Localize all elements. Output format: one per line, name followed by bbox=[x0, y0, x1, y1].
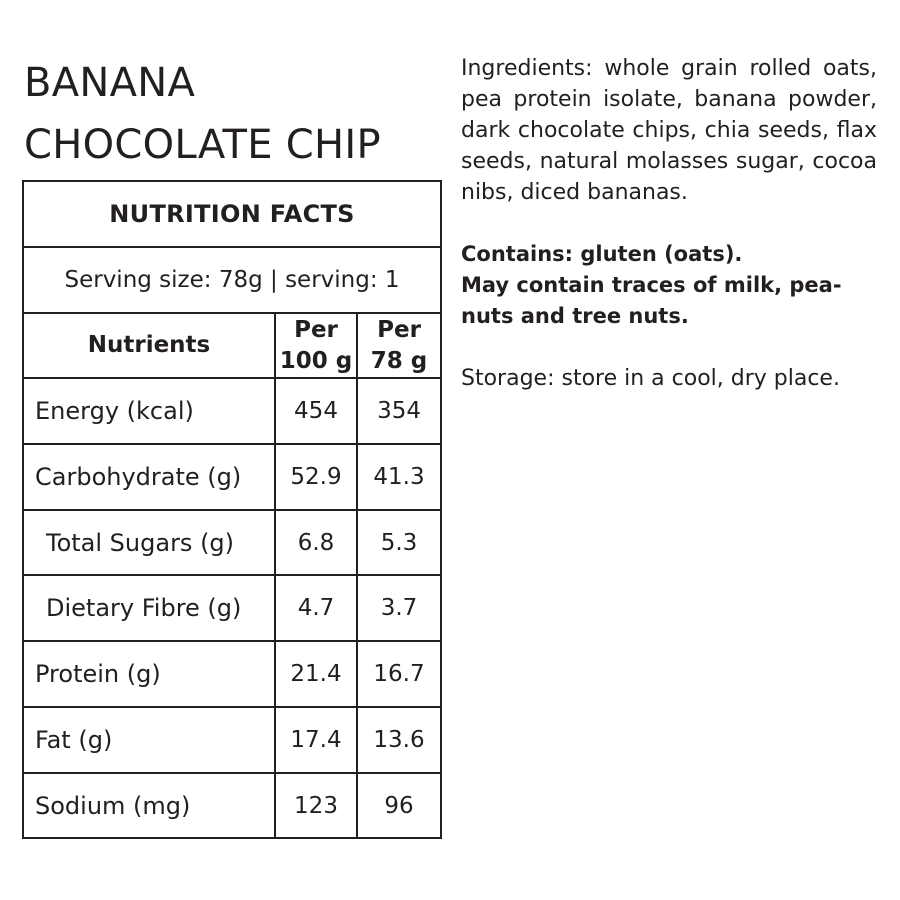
value-per-100g: 4.7 bbox=[275, 575, 357, 641]
table-row bbox=[23, 641, 441, 707]
value-per-100g: 123 bbox=[275, 773, 357, 838]
nutrient-name: Total Sugars (g) bbox=[23, 510, 275, 575]
column-header-per-78g bbox=[357, 313, 441, 378]
may-contain-line-1: May contain traces of milk, pea- bbox=[461, 273, 842, 297]
value-per-78g: 3.7 bbox=[357, 575, 441, 641]
nutrient-name: Carbohydrate (g) bbox=[23, 444, 275, 510]
nutrient-name: Fat (g) bbox=[23, 707, 275, 773]
column-header-nutrients: Nutrients bbox=[23, 313, 275, 378]
table-row bbox=[23, 707, 441, 773]
nutrition-facts-table bbox=[22, 180, 442, 839]
value-per-100g: 17.4 bbox=[275, 707, 357, 773]
value-per-78g: 354 bbox=[357, 378, 441, 444]
value-per-78g: 41.3 bbox=[357, 444, 441, 510]
column-header-per-78g-line-2: 78 g bbox=[370, 347, 428, 374]
value-per-78g: 5.3 bbox=[357, 510, 441, 575]
storage-text: Storage: store in a cool, dry place. bbox=[461, 366, 840, 391]
value-per-78g: 13.6 bbox=[357, 707, 441, 773]
nutrient-name: Energy (kcal) bbox=[23, 378, 275, 444]
serving-row bbox=[23, 247, 441, 313]
column-header-per-78g-line-1: Per bbox=[377, 316, 421, 343]
table-row bbox=[23, 444, 441, 510]
column-header-per-100g bbox=[275, 313, 357, 378]
value-per-78g: 96 bbox=[357, 773, 441, 838]
serving-size: Serving size: 78g | serving: 1 bbox=[23, 247, 441, 313]
column-header-row bbox=[23, 313, 441, 378]
product-info bbox=[461, 53, 877, 394]
column-header-per-100g-line-1: Per bbox=[294, 316, 338, 343]
nutrition-heading-row bbox=[23, 181, 441, 247]
nutrition-facts-heading: NUTRITION FACTS bbox=[23, 181, 441, 247]
table-row bbox=[23, 378, 441, 444]
value-per-100g: 6.8 bbox=[275, 510, 357, 575]
value-per-100g: 21.4 bbox=[275, 641, 357, 707]
contains-text: Contains: gluten (oats). bbox=[461, 242, 743, 266]
column-header-per-100g-line-2: 100 g bbox=[279, 347, 353, 374]
value-per-78g: 16.7 bbox=[357, 641, 441, 707]
nutrient-name: Dietary Fibre (g) bbox=[23, 575, 275, 641]
nutrient-name: Sodium (mg) bbox=[23, 773, 275, 838]
allergen-statement bbox=[461, 239, 877, 332]
product-title bbox=[24, 52, 444, 176]
value-per-100g: 52.9 bbox=[275, 444, 357, 510]
table-row bbox=[23, 773, 441, 838]
value-per-100g: 454 bbox=[275, 378, 357, 444]
table-row bbox=[23, 575, 441, 641]
table-row bbox=[23, 510, 441, 575]
product-title-line-2: CHOCOLATE CHIP bbox=[24, 122, 381, 168]
product-title-line-1: BANANA bbox=[24, 60, 196, 106]
ingredients-text: Ingredients: whole grain rolled oats, pea protein isolate, banana powder, dark chocolate chips, chia seeds, flax seeds, natural molasses sugar, cocoa nibs, diced bananas. bbox=[461, 56, 877, 205]
may-contain-line-2: nuts and tree nuts. bbox=[461, 304, 689, 328]
nutrient-name: Protein (g) bbox=[23, 641, 275, 707]
